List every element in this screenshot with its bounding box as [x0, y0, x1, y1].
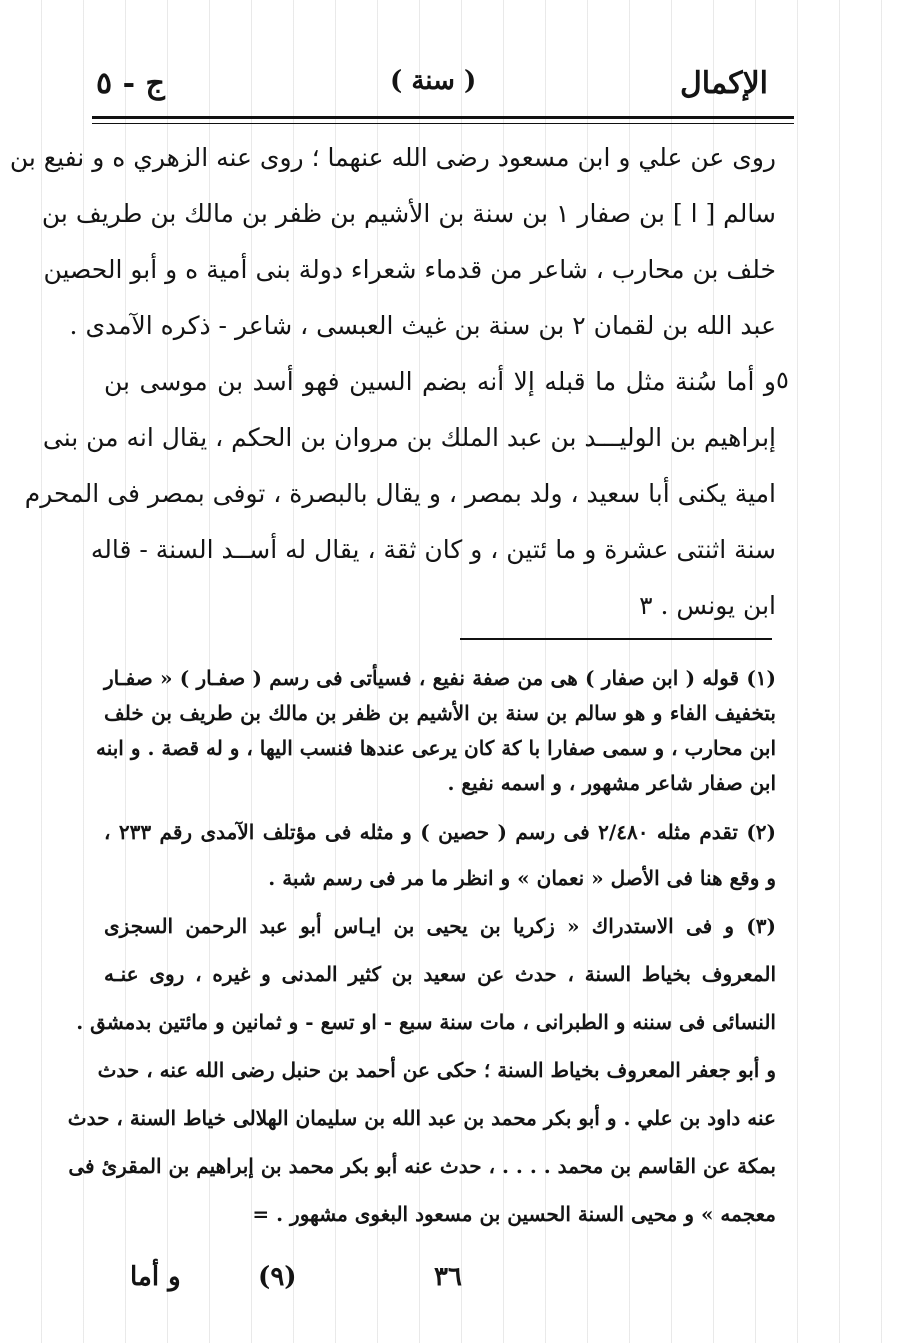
catchword: و أما [130, 1262, 181, 1292]
footnote-line: ابن صفار شاعر مشهور ، و اسمه نفيع . [447, 771, 776, 795]
line-number-marker: ٥ [776, 366, 789, 394]
page-number: ٣٦ [434, 1262, 462, 1292]
body-line: روى عن علي و ابن مسعود رضى الله عنهما ؛ روى عنه الزهري ه و نفيع بن [9, 143, 776, 172]
body-line: ابن يونس . ٣ [639, 591, 776, 620]
header-rule-thin [92, 123, 794, 124]
running-header-volume: ج - ٥ [96, 66, 165, 101]
footnote-line: ابن محارب ، و سمى صفارا با كة كان يرعى عندها فنسب اليها ، و له قصة . و ابنه [95, 736, 776, 760]
footnote-line: (١) قوله ( ابن صفار ) هى من صفة نفيع ، فسيأتى فى رسم ( صفـار ) « صفـار [104, 666, 776, 690]
footnote-line: بتخفيف الفاء و هو سالم بن سنة بن الأشيم بن ظفر بن مالك بن طريف بن خلف [104, 701, 776, 725]
header-rule-thick [92, 116, 794, 119]
signature-number: (٩) [258, 1262, 297, 1292]
body-line: إبراهيم بن الوليـــد بن عبد الملك بن مروان بن الحكم ، يقال انه من بنى [42, 423, 776, 452]
body-line: خلف بن محارب ، شاعر من قدماء شعراء دولة بنى أمية ه و أبو الحصين [43, 255, 776, 284]
body-line: و أما سُنة مثل ما قبله إلا أنه بضم السين فهو أسد بن موسى بن [104, 367, 776, 396]
footnote-line: بمكة عن القاسم بن محمد . . . . ، حدث عنه أبو بكر محمد بن إبراهيم بن المقرئ فى [68, 1154, 776, 1178]
footnote-line: عنه داود بن علي . و أبو بكر محمد بن عبد الله بن سليمان الهلالى خياط السنة ، حدث [67, 1106, 776, 1130]
body-line: سنة اثنتى عشرة و ما ئتين ، و كان ثقة ، يقال له أســد السنة - قاله [90, 535, 776, 564]
footnote-line: المعروف بخياط السنة ، حدث عن سعيد بن كثير المدنى و غيره ، روى عنـه [104, 962, 776, 986]
body-line: عبد الله بن لقمان ٢ بن سنة بن غيث العبسى ، شاعر - ذكره الآمدى . [69, 311, 776, 340]
footnote-line: و وقع هنا فى الأصل « نعمان » و انظر ما مر فى رسم شبة . [268, 866, 776, 890]
body-line: سالم [ ا ] بن صفار ١ بن سنة بن الأشيم بن ظفر بن مالك بن طريف بن [41, 199, 776, 228]
footnote-line: معجمه » و محيى السنة الحسين بن مسعود البغوى مشهور . = [252, 1202, 776, 1226]
footnote-line: النسائى فى سننه و الطبرانى ، مات سنة سبع - او تسع - و ثمانين و مائتين بدمشق . [76, 1010, 776, 1034]
footnote-line: (٢) تقدم مثله ٢/٤٨٠ فى رسم ( حصين ) و مثله فى مؤتلف الآمدى رقم ٢٣٣ ، [104, 820, 777, 844]
footnote-separator [460, 638, 772, 640]
running-header-entry: ( سنة ) [390, 66, 477, 96]
body-line: امية يكنى أبا سعيد ، ولد بمصر ، و يقال بالبصرة ، توفى بمصر فى المحرم [24, 479, 776, 508]
footnote-line: (٣) و فى الاستدراك « زكريا بن يحيى بن ايـاس أبو عبد الرحمن السجزى [104, 914, 776, 938]
running-header-title: الإكمال [680, 66, 769, 101]
footnote-line: و أبو جعفر المعروف بخياط السنة ؛ حكى عن أحمد بن حنبل رضى الله عنه ، حدث [97, 1058, 776, 1082]
